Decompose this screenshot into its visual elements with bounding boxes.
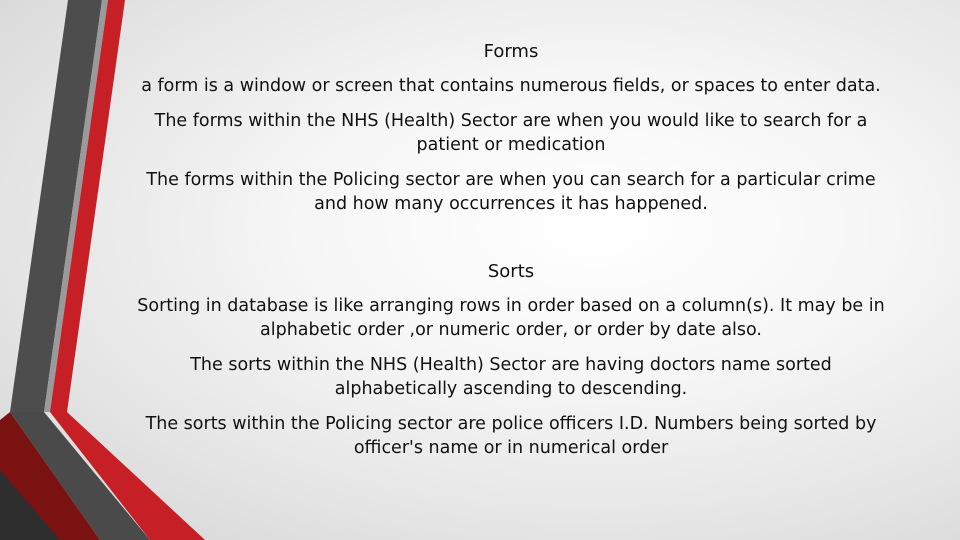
- section-spacer: [130, 227, 892, 260]
- forms-definition: a form is a window or screen that contains numerous fields, or spaces to enter data.: [141, 76, 881, 96]
- forms-nhs-text: The forms within the NHS (Health) Sector are when you would like to search for a patient or medication: [154, 111, 868, 155]
- sorts-heading: Sorts: [487, 261, 535, 282]
- forms-policing-text: The forms within the Policing sector are when you can search for a particular crime and how many occurrences it has happened.: [146, 170, 876, 214]
- sorts-definition: Sorting in database is like arranging rows in order based on a column(s). It may be in alphabetic order ,or numeric order, or order by date also.: [137, 296, 885, 340]
- sorts-nhs-text: The sorts within the NHS (Health) Sector are having doctors name sorted alphabetically ascending to descending.: [190, 355, 832, 399]
- slide-content: [130, 40, 892, 471]
- forms-heading: Forms: [483, 41, 539, 62]
- sorts-policing-text: The sorts within the Policing sector are police officers I.D. Numbers being sorted by officer's name or in numerical order: [145, 414, 877, 458]
